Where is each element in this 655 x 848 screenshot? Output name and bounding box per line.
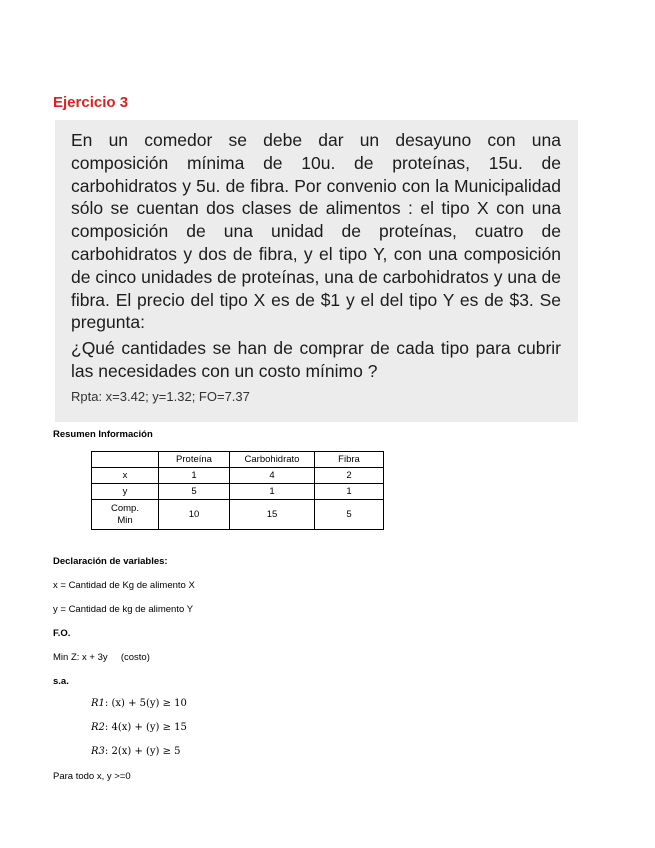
summary-label: Resumen Información	[53, 429, 153, 440]
table-header-cell	[92, 452, 159, 468]
problem-statement: En un comedor se debe dar un desayuno con una composición mínima de 10u. de proteínas, 15u. de carbohidratos y 5u. de fibra. Por convenio con la Municipalidad sólo se cuentan dos clases de alimentos : el tipo X con una composición de una unidad de proteínas, cuatro de carbohidratos y dos de fibra, y el tipo Y, con una composición de cinco unidades de proteínas, una de carbohidratos y una de fibra. El precio del tipo X es de $1 y el del tipo Y es de $3. Se pregunta:	[71, 130, 561, 333]
comp-line1: Comp.	[111, 502, 139, 514]
table-cell: 1	[230, 484, 315, 500]
problem-answer: Rpta: x=3.42; y=1.32; FO=7.37	[71, 389, 250, 404]
info-table	[91, 451, 384, 530]
fo-label: F.O.	[53, 628, 71, 639]
constraint-name: R3	[91, 746, 105, 757]
table-header-row	[92, 452, 384, 468]
table-cell: 5	[315, 500, 384, 530]
table-header-cell: Proteína	[159, 452, 230, 468]
table-cell: 2	[315, 468, 384, 484]
objective-function: Min Z: x + 3y (costo)	[53, 652, 150, 663]
table-row	[92, 484, 384, 500]
table-cell: y	[92, 484, 159, 500]
sa-label: s.a.	[53, 676, 69, 687]
table-row	[92, 468, 384, 484]
constraint-r2	[91, 722, 187, 733]
variable-x: x = Cantidad de Kg de alimento X	[53, 580, 195, 591]
variables-label: Declaración de variables:	[53, 556, 168, 567]
variable-y: y = Cantidad de kg de alimento Y	[53, 604, 194, 615]
table-cell: 1	[159, 468, 230, 484]
constraint-name: R1	[91, 698, 105, 709]
table-cell: 10	[159, 500, 230, 530]
non-negativity: Para todo x, y >=0	[53, 771, 131, 782]
constraint-r3	[91, 746, 181, 757]
table-header-cell: Carbohidrato	[230, 452, 315, 468]
table-cell: 1	[315, 484, 384, 500]
table-cell-comp-min	[92, 500, 159, 530]
constraint-r1	[91, 698, 187, 709]
table-cell: x	[92, 468, 159, 484]
table-row	[92, 500, 384, 530]
constraint-name: R2	[91, 722, 105, 733]
constraint-expr: : 2(x) + (y) ≥ 5	[104, 746, 181, 757]
constraint-expr: : (x) + 5(y) ≥ 10	[104, 698, 187, 709]
exercise-title: Ejercicio 3	[53, 94, 129, 111]
table-cell: 5	[159, 484, 230, 500]
problem-question: ¿Qué cantidades se han de comprar de cada tipo para cubrir las necesidades con un costo mínimo ?	[71, 338, 561, 381]
problem-scan	[55, 120, 578, 422]
constraint-expr: : 4(x) + (y) ≥ 15	[104, 722, 187, 733]
comp-line2: Min	[117, 514, 133, 526]
table-cell: 15	[230, 500, 315, 530]
table-header-cell: Fibra	[315, 452, 384, 468]
table-cell: 4	[230, 468, 315, 484]
